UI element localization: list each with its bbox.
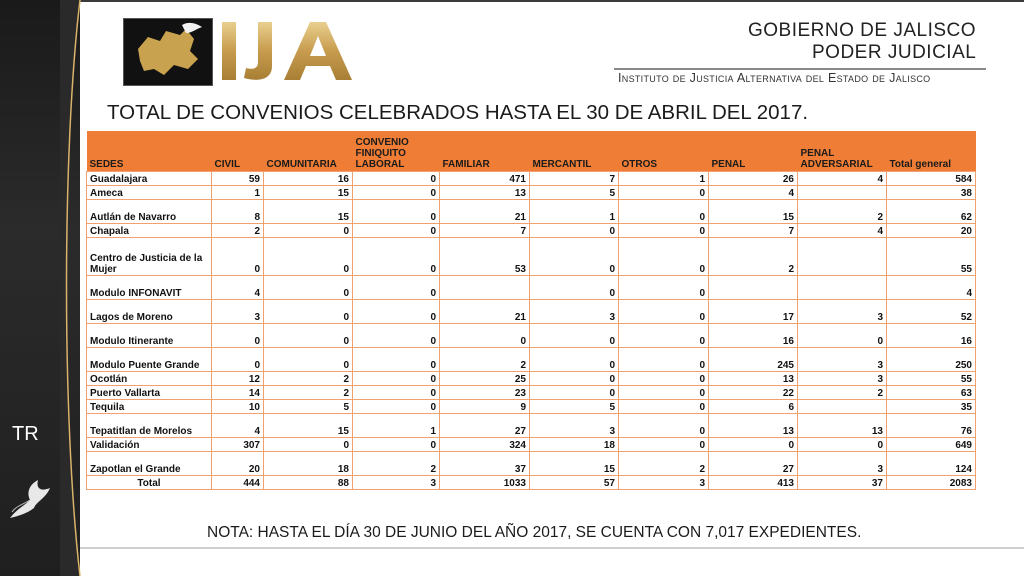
value-cell: 0 <box>619 276 709 300</box>
value-cell: 250 <box>887 348 976 372</box>
value-cell: 6 <box>709 400 798 414</box>
dove-icon <box>6 478 56 524</box>
column-header: CIVIL <box>212 131 264 172</box>
value-cell: 0 <box>353 238 440 276</box>
value-cell: 9 <box>440 400 530 414</box>
value-cell: 62 <box>887 200 976 224</box>
value-cell: 0 <box>619 386 709 400</box>
table-row <box>87 386 976 400</box>
table-row <box>87 224 976 238</box>
value-cell: 3 <box>530 300 619 324</box>
value-cell: 324 <box>440 438 530 452</box>
value-cell: 53 <box>440 238 530 276</box>
table-row <box>87 414 976 438</box>
value-cell: 37 <box>440 452 530 476</box>
value-cell: 0 <box>619 224 709 238</box>
sede-cell: Centro de Justicia de la Mujer <box>87 238 212 276</box>
value-cell: 12 <box>212 372 264 386</box>
value-cell: 15 <box>709 200 798 224</box>
value-cell: 23 <box>440 386 530 400</box>
value-cell: 10 <box>212 400 264 414</box>
table-header-row <box>87 131 976 172</box>
value-cell: 0 <box>264 438 353 452</box>
value-cell: 0 <box>353 386 440 400</box>
value-cell: 2 <box>353 452 440 476</box>
value-cell: 13 <box>709 372 798 386</box>
map-emblem-icon <box>124 19 212 85</box>
table-row <box>87 372 976 386</box>
value-cell: 2 <box>798 200 887 224</box>
value-cell: 57 <box>530 476 619 490</box>
value-cell: 1 <box>619 172 709 186</box>
column-header: OTROS <box>619 131 709 172</box>
value-cell <box>798 186 887 200</box>
value-cell: 14 <box>212 386 264 400</box>
value-cell: 76 <box>887 414 976 438</box>
value-cell: 0 <box>353 300 440 324</box>
value-cell: 7 <box>530 172 619 186</box>
convenios-table <box>86 131 976 490</box>
value-cell: 88 <box>264 476 353 490</box>
column-header: PENAL <box>709 131 798 172</box>
value-cell: 0 <box>619 372 709 386</box>
table-row <box>87 348 976 372</box>
value-cell: 471 <box>440 172 530 186</box>
value-cell: 3 <box>530 414 619 438</box>
value-cell: 21 <box>440 300 530 324</box>
government-name: GOBIERNO DE JALISCO <box>748 20 977 41</box>
value-cell: 0 <box>353 324 440 348</box>
sede-cell: Autlán de Navarro <box>87 200 212 224</box>
column-header: Total general <box>887 131 976 172</box>
value-cell: 18 <box>530 438 619 452</box>
value-cell: 0 <box>264 300 353 324</box>
value-cell: 13 <box>440 186 530 200</box>
table-row <box>87 438 976 452</box>
value-cell <box>798 276 887 300</box>
value-cell: 1 <box>353 414 440 438</box>
sede-cell: Tequila <box>87 400 212 414</box>
value-cell: 15 <box>530 452 619 476</box>
sede-cell: Validación <box>87 438 212 452</box>
value-cell: 1 <box>212 186 264 200</box>
value-cell: 16 <box>709 324 798 348</box>
value-cell: 2 <box>212 224 264 238</box>
value-cell: 55 <box>887 238 976 276</box>
value-cell: 7 <box>709 224 798 238</box>
column-header: MERCANTIL <box>530 131 619 172</box>
sede-cell: Modulo Puente Grande <box>87 348 212 372</box>
table-row <box>87 452 976 476</box>
value-cell: 649 <box>887 438 976 452</box>
value-cell: 4 <box>212 414 264 438</box>
value-cell: 8 <box>212 200 264 224</box>
value-cell: 2 <box>264 386 353 400</box>
value-cell: 5 <box>530 400 619 414</box>
sede-cell: Ocotlán <box>87 372 212 386</box>
table-row <box>87 400 976 414</box>
value-cell: 2083 <box>887 476 976 490</box>
value-cell: 0 <box>619 414 709 438</box>
column-header: COMUNITARIA <box>264 131 353 172</box>
value-cell: 7 <box>440 224 530 238</box>
value-cell: 0 <box>212 348 264 372</box>
value-cell: 21 <box>440 200 530 224</box>
value-cell: 0 <box>619 300 709 324</box>
top-border <box>0 0 1024 2</box>
value-cell: 0 <box>530 238 619 276</box>
value-cell: 0 <box>353 224 440 238</box>
table-row <box>87 200 976 224</box>
value-cell: 15 <box>264 186 353 200</box>
value-cell: 1033 <box>440 476 530 490</box>
value-cell: 3 <box>353 476 440 490</box>
value-cell: 0 <box>619 348 709 372</box>
value-cell: 2 <box>619 452 709 476</box>
sede-cell: Tepatitlan de Morelos <box>87 414 212 438</box>
value-cell: 413 <box>709 476 798 490</box>
value-cell: 20 <box>887 224 976 238</box>
value-cell: 0 <box>619 400 709 414</box>
table-body <box>87 172 976 490</box>
value-cell: 0 <box>353 438 440 452</box>
value-cell: 0 <box>212 238 264 276</box>
value-cell: 0 <box>530 372 619 386</box>
institute-name: Instituto de Justicia Alternativa del Estado de Jalisco <box>618 71 931 85</box>
table-row <box>87 186 976 200</box>
footnote: NOTA: HASTA EL DÍA 30 DE JUNIO DEL AÑO 2017, SE CUENTA CON 7,017 EXPEDIENTES. <box>207 524 862 541</box>
value-cell: 0 <box>353 348 440 372</box>
value-cell: 584 <box>887 172 976 186</box>
value-cell: 26 <box>709 172 798 186</box>
value-cell: 0 <box>264 238 353 276</box>
bottom-divider <box>80 547 1024 549</box>
value-cell: 0 <box>212 324 264 348</box>
value-cell: 4 <box>798 224 887 238</box>
value-cell: 0 <box>440 324 530 348</box>
value-cell <box>709 276 798 300</box>
value-cell: 35 <box>887 400 976 414</box>
value-cell: 124 <box>887 452 976 476</box>
value-cell: 0 <box>619 186 709 200</box>
value-cell: 1 <box>530 200 619 224</box>
value-cell: 3 <box>212 300 264 324</box>
value-cell <box>440 276 530 300</box>
value-cell: 0 <box>530 348 619 372</box>
column-header: SEDES <box>87 131 212 172</box>
value-cell: 307 <box>212 438 264 452</box>
ija-logo <box>218 16 386 86</box>
value-cell: 0 <box>353 400 440 414</box>
value-cell: 0 <box>264 324 353 348</box>
value-cell: 4 <box>887 276 976 300</box>
value-cell: 59 <box>212 172 264 186</box>
value-cell: 245 <box>709 348 798 372</box>
value-cell <box>798 400 887 414</box>
value-cell: 3 <box>798 452 887 476</box>
value-cell: 15 <box>264 200 353 224</box>
value-cell: 4 <box>798 172 887 186</box>
value-cell: 3 <box>798 348 887 372</box>
value-cell: 0 <box>353 186 440 200</box>
value-cell: 5 <box>264 400 353 414</box>
value-cell <box>798 238 887 276</box>
value-cell: 0 <box>530 386 619 400</box>
table-row <box>87 172 976 186</box>
value-cell: 0 <box>619 438 709 452</box>
value-cell: 55 <box>887 372 976 386</box>
sede-cell: Puerto Vallarta <box>87 386 212 400</box>
value-cell: 0 <box>353 372 440 386</box>
value-cell: 20 <box>212 452 264 476</box>
value-cell: 17 <box>709 300 798 324</box>
sede-cell: Ameca <box>87 186 212 200</box>
value-cell: 27 <box>709 452 798 476</box>
value-cell: 5 <box>530 186 619 200</box>
value-cell: 2 <box>440 348 530 372</box>
table-row <box>87 300 976 324</box>
value-cell: 52 <box>887 300 976 324</box>
sede-cell: Zapotlan el Grande <box>87 452 212 476</box>
value-cell: 22 <box>709 386 798 400</box>
value-cell: 2 <box>709 238 798 276</box>
value-cell: 2 <box>264 372 353 386</box>
value-cell: 4 <box>709 186 798 200</box>
value-cell: 2 <box>798 386 887 400</box>
sede-cell: Modulo Itinerante <box>87 324 212 348</box>
value-cell: 4 <box>212 276 264 300</box>
value-cell: 444 <box>212 476 264 490</box>
column-header: FAMILIAR <box>440 131 530 172</box>
value-cell: 0 <box>619 238 709 276</box>
value-cell: 0 <box>798 438 887 452</box>
table-row <box>87 238 976 276</box>
value-cell: 13 <box>798 414 887 438</box>
table-row <box>87 476 976 490</box>
column-header: CONVENIO FINIQUITO LABORAL <box>353 131 440 172</box>
value-cell: 38 <box>887 186 976 200</box>
value-cell: 0 <box>353 200 440 224</box>
value-cell: 0 <box>798 324 887 348</box>
value-cell: 0 <box>709 438 798 452</box>
value-cell: 3 <box>798 300 887 324</box>
value-cell: 18 <box>264 452 353 476</box>
header-divider <box>614 68 986 70</box>
side-label: TR <box>12 423 39 445</box>
value-cell: 15 <box>264 414 353 438</box>
value-cell: 16 <box>887 324 976 348</box>
value-cell: 27 <box>440 414 530 438</box>
value-cell: 13 <box>709 414 798 438</box>
sede-cell: Modulo INFONAVIT <box>87 276 212 300</box>
value-cell: 0 <box>353 276 440 300</box>
value-cell: 3 <box>619 476 709 490</box>
value-cell: 0 <box>530 324 619 348</box>
value-cell: 37 <box>798 476 887 490</box>
value-cell: 0 <box>264 348 353 372</box>
value-cell: 16 <box>264 172 353 186</box>
value-cell: 3 <box>798 372 887 386</box>
judicial-branch-name: PODER JUDICIAL <box>812 42 977 63</box>
column-header: PENAL ADVERSARIAL <box>798 131 887 172</box>
value-cell: 0 <box>619 200 709 224</box>
value-cell: 0 <box>619 324 709 348</box>
sede-cell: Guadalajara <box>87 172 212 186</box>
value-cell: 63 <box>887 386 976 400</box>
page-title: TOTAL DE CONVENIOS CELEBRADOS HASTA EL 30 DE ABRIL DEL 2017. <box>107 101 809 124</box>
jalisco-map-logo <box>123 18 213 86</box>
table-row <box>87 276 976 300</box>
value-cell: 0 <box>264 224 353 238</box>
value-cell: 0 <box>530 224 619 238</box>
table-row <box>87 324 976 348</box>
value-cell: 25 <box>440 372 530 386</box>
sede-cell: Total <box>87 476 212 490</box>
value-cell: 0 <box>264 276 353 300</box>
sede-cell: Chapala <box>87 224 212 238</box>
value-cell: 0 <box>353 172 440 186</box>
sede-cell: Lagos de Moreno <box>87 300 212 324</box>
value-cell: 0 <box>530 276 619 300</box>
